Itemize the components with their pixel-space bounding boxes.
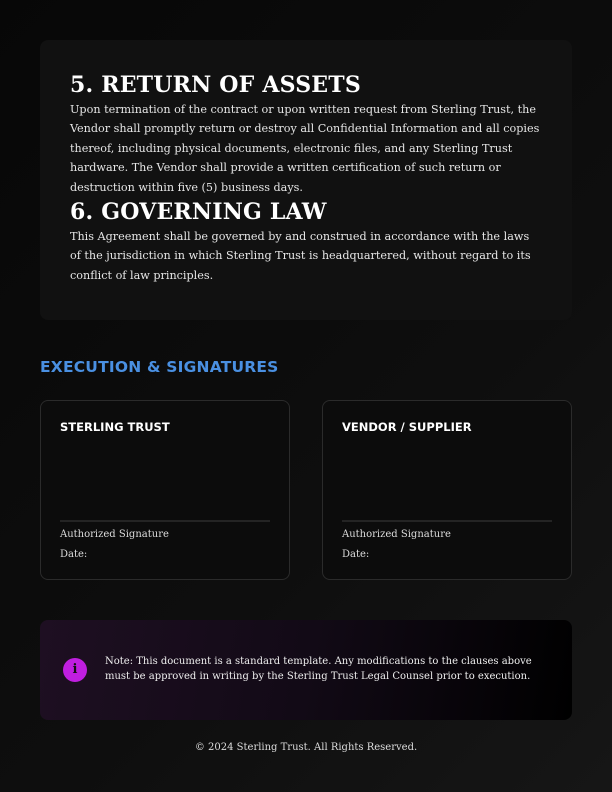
text-line: thereof, including physical documents, electronic files, and any Sterling Trust bbox=[70, 141, 513, 155]
signature-label: Authorized Signature bbox=[342, 529, 451, 540]
section-body bbox=[70, 100, 542, 197]
info-icon: i bbox=[63, 658, 87, 682]
text-line: of the jurisdiction in which Sterling Trust is headquartered, without regard to its bbox=[70, 249, 531, 263]
note-text: Note: This document is a standard template. Any modifications to the clauses above bbox=[105, 656, 532, 667]
party-name: VENDOR / SUPPLIER bbox=[342, 420, 472, 434]
text-line: conflict of law principles. bbox=[70, 268, 214, 282]
section-body bbox=[70, 227, 542, 285]
signature-line bbox=[60, 520, 270, 522]
date-label: Date: bbox=[60, 549, 88, 560]
terms-card bbox=[40, 40, 572, 320]
note-box bbox=[40, 620, 572, 720]
signature-label: Authorized Signature bbox=[60, 529, 169, 540]
text-line: This Agreement shall be governed by and construed in accordance with the laws bbox=[70, 230, 530, 244]
text-line: destruction within five (5) business days. bbox=[70, 180, 303, 194]
party-name: STERLING TRUST bbox=[60, 420, 170, 434]
text-line: hardware. The Vendor shall provide a written certification of such return or bbox=[70, 161, 501, 175]
section-heading: 5. RETURN OF ASSETS bbox=[70, 72, 361, 98]
note-text: must be approved in writing by the Sterling Trust Legal Counsel prior to execution. bbox=[105, 671, 531, 682]
text-line: Upon termination of the contract or upon written request from Sterling Trust, the bbox=[70, 103, 536, 116]
signature-line bbox=[342, 520, 552, 522]
footer-copyright: © 2024 Sterling Trust. All Rights Reserved. bbox=[194, 742, 418, 753]
section-heading: 6. GOVERNING LAW bbox=[70, 199, 327, 226]
signature-card-vendor bbox=[322, 400, 572, 580]
text-line: Vendor shall promptly return or destroy all Confidential Information and all copies bbox=[70, 122, 540, 136]
date-label: Date: bbox=[342, 549, 370, 560]
execution-heading: EXECUTION & SIGNATURES bbox=[40, 358, 279, 376]
signature-card-sterling bbox=[40, 400, 290, 580]
